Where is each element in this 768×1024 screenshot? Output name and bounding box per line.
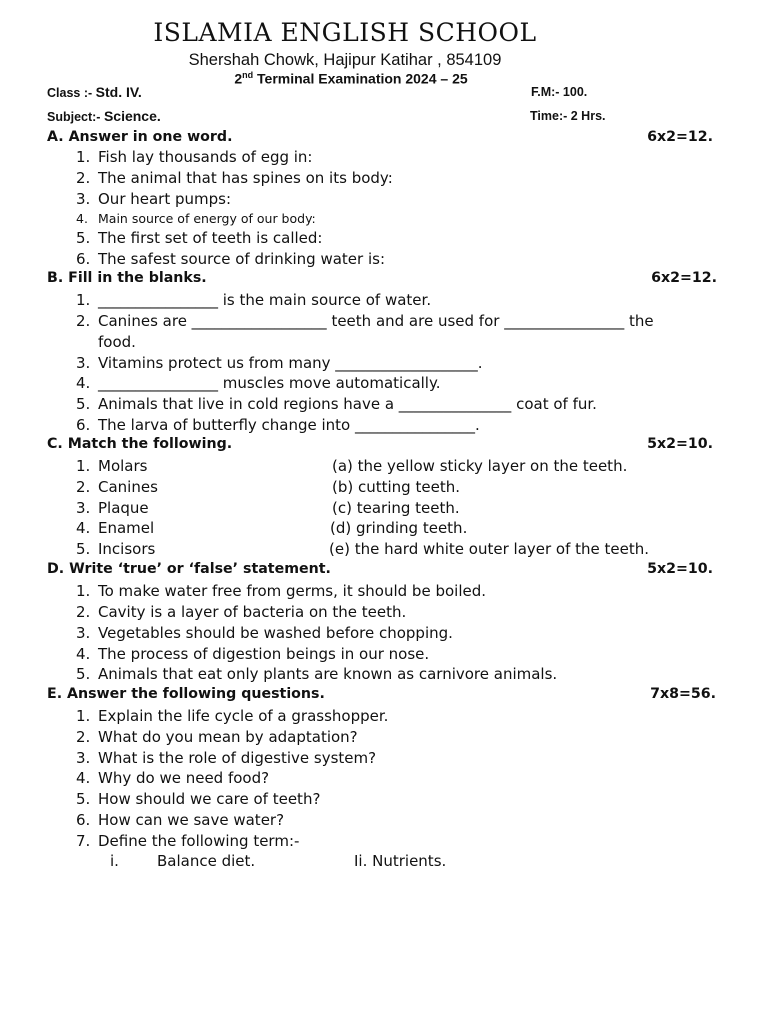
section-a-title: A. Answer in one word. <box>47 129 233 145</box>
school-address: Shershah Chowk, Hajipur Katihar , 854109 <box>188 51 502 69</box>
question-a1: 1. Fish lay thousands of egg in: <box>76 148 313 166</box>
exam-ordinal-suffix: nd <box>242 70 254 80</box>
match-right-a: (a) the yellow sticky layer on the teeth. <box>332 457 628 475</box>
section-e-heading <box>47 686 716 702</box>
question-e1: 1. Explain the life cycle of a grasshopper. <box>76 707 389 725</box>
class-value: Std. IV. <box>95 84 142 100</box>
section-b-title: B. Fill in the blanks. <box>47 270 207 286</box>
section-a-marks: 6x2=12. <box>647 129 713 145</box>
question-b2: 2. Canines are __________________ teeth and are used for ________________ the <box>76 312 654 330</box>
question-a3: 3. Our heart pumps: <box>76 190 232 208</box>
match-right-b: (b) cutting teeth. <box>332 478 460 496</box>
class-info <box>47 84 142 100</box>
section-d-title: D. Write ‘true’ or ‘false’ statement. <box>47 561 331 577</box>
question-d3: 3. Vegetables should be washed before chopping. <box>76 624 453 642</box>
section-b-heading <box>47 270 717 286</box>
match-left-1: 1. Molars <box>76 457 148 475</box>
question-a5: 5. The first set of teeth is called: <box>76 229 323 247</box>
question-b1: 1. ________________ is the main source of water. <box>76 291 432 309</box>
class-label: Class :- <box>47 86 96 100</box>
section-b-marks: 6x2=12. <box>651 270 717 286</box>
sub-item-i: Balance diet. <box>157 852 256 870</box>
question-d2: 2. Cavity is a layer of bacteria on the teeth. <box>76 603 407 621</box>
question-b5: 5. Animals that live in cold regions have a _______________ coat of fur. <box>76 395 597 413</box>
section-c-heading <box>47 436 713 452</box>
subject-value: Science. <box>103 108 161 124</box>
section-e-title: E. Answer the following questions. <box>47 686 325 702</box>
sub-item-i-number: i. <box>110 852 119 870</box>
question-e7: 7. Define the following term:- <box>76 832 300 850</box>
section-c-title: C. Match the following. <box>47 436 233 452</box>
full-marks: F.M:- 100. <box>531 85 588 99</box>
question-e3: 3. What is the role of digestive system? <box>76 749 377 767</box>
question-d1: 1. To make water free from germs, it should be boiled. <box>76 582 487 600</box>
sub-item-ii: Ii. Nutrients. <box>354 852 447 870</box>
section-e-marks: 7x8=56. <box>650 686 716 702</box>
question-a2: 2. The animal that has spines on its body: <box>76 169 393 187</box>
question-b2-continued: food. <box>98 333 136 351</box>
subject-info <box>47 108 161 124</box>
section-c-marks: 5x2=10. <box>647 436 713 452</box>
question-e6: 6. How can we save water? <box>76 811 285 829</box>
match-left-2: 2. Canines <box>76 478 158 496</box>
match-left-5: 5. Incisors <box>76 540 156 558</box>
match-right-d: (d) grinding teeth. <box>330 519 468 537</box>
exam-name: Terminal Examination 2024 – 25 <box>257 70 468 87</box>
question-d4: 4. The process of digestion beings in our nose. <box>76 645 430 663</box>
match-left-3: 3. Plaque <box>76 499 149 517</box>
question-b6: 6. The larva of butterfly change into ________________. <box>76 416 480 434</box>
section-a-heading <box>47 129 713 145</box>
match-right-e: (e) the hard white outer layer of the teeth. <box>329 540 650 558</box>
subject-label: Subject:- <box>47 110 104 124</box>
question-a4: 4. Main source of energy of our body: <box>76 211 316 226</box>
question-d5: 5. Animals that eat only plants are known as carnivore animals. <box>76 665 558 683</box>
time-allowed: Time:- 2 Hrs. <box>530 109 606 123</box>
match-left-4: 4. Enamel <box>76 519 155 537</box>
section-d-heading <box>47 561 713 577</box>
exam-ordinal: 2 <box>234 70 243 87</box>
question-e5: 5. How should we care of teeth? <box>76 790 321 808</box>
question-b4: 4. ________________ muscles move automatically. <box>76 374 441 392</box>
question-e2: 2. What do you mean by adaptation? <box>76 728 358 746</box>
match-right-c: (c) tearing teeth. <box>332 499 460 517</box>
section-d-marks: 5x2=10. <box>647 561 713 577</box>
question-a6: 6. The safest source of drinking water is: <box>76 250 386 268</box>
question-b3: 3. Vitamins protect us from many ___________________. <box>76 354 483 372</box>
school-name: ISLAMIA ENGLISH SCHOOL <box>153 18 537 47</box>
question-e4: 4. Why do we need food? <box>76 769 270 787</box>
